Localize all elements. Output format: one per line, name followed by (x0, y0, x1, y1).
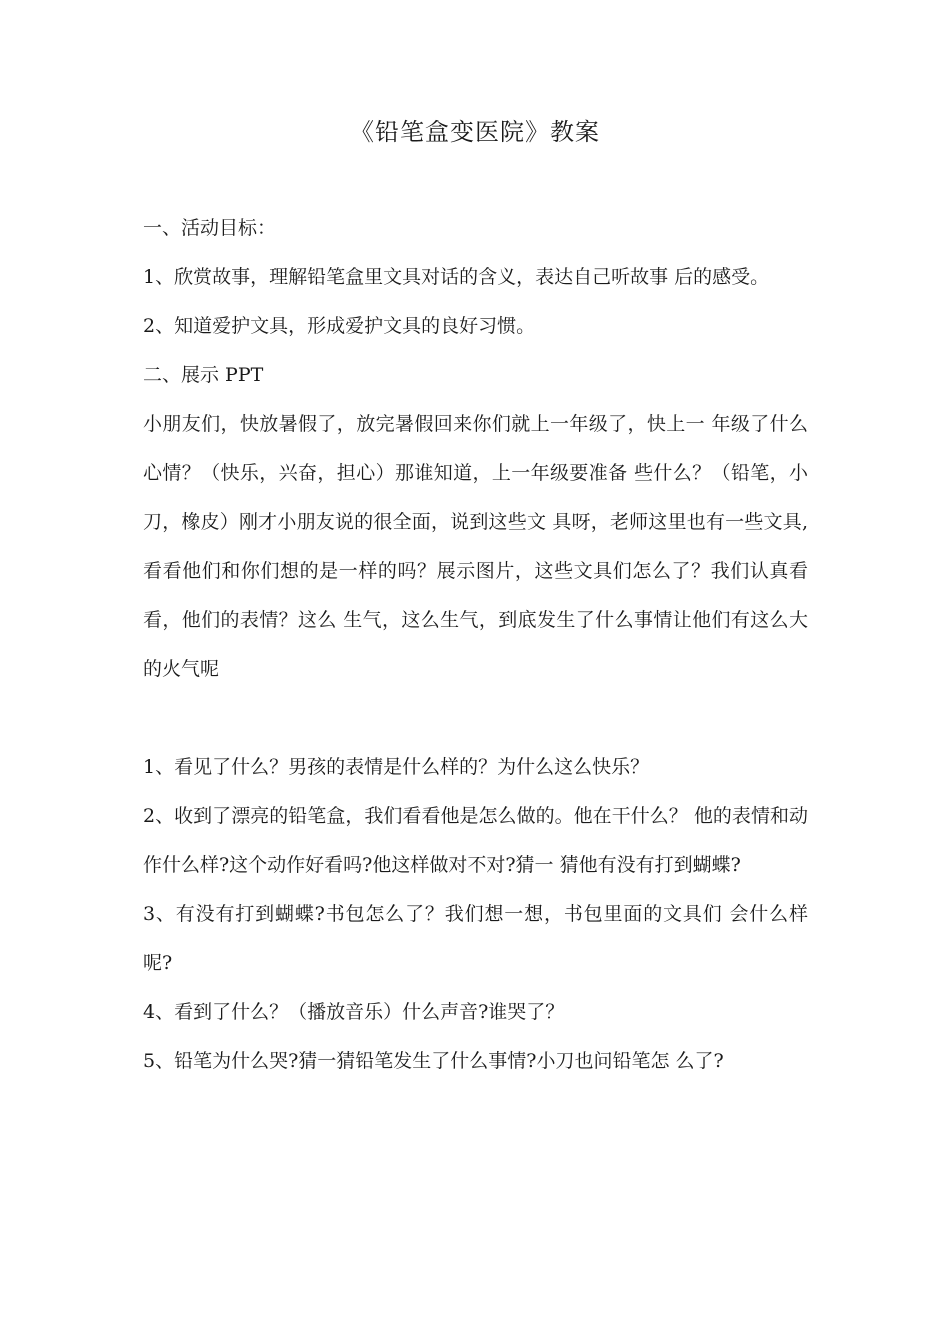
question-item-1: 1、看见了什么？男孩的表情是什么样的？为什么这么快乐？ (143, 756, 650, 778)
goal-item-2: 2、知道爱护文具，形成爱护文具的良好习惯。 (143, 315, 536, 337)
section-heading-goals: 一、活动目标： (143, 217, 277, 239)
question-item-4: 4、看到了什么？（播放音乐）什么声音?谁哭了？ (143, 1001, 565, 1023)
document-title: 《铅笔盒变医院》教案 (350, 118, 600, 146)
goal-item-1: 1、欣赏故事，理解铅笔盒里文具对话的含义，表达自己听故事 后的感受。 (143, 266, 770, 288)
question-item-3: 3、有没有打到蝴蝶?书包怎么了？我们想一想，书包里面的文具们 会什么样呢? (143, 903, 808, 974)
document-body (143, 204, 808, 1086)
section-heading-ppt: 二、展示 PPT (143, 364, 264, 386)
intro-paragraph: 小朋友们，快放暑假了，放完暑假回来你们就上一年级了，快上一 年级了什么心情？（快乐，兴奋，担心）那谁知道，上一年级要准备 些什么？（铅笔，小刀，橡皮）刚才小朋友说的很全面，说到这些文 具呀，老师这里也有一些文具, 看看他们和你们想的是一样的吗？展示图片，这些文具们怎么了？我们认真看看，他们的表情？这么 生气，这么生气，到底发生了什么事情让他们有这么大的火气呢 (143, 413, 808, 680)
question-item-2: 2、收到了漂亮的铅笔盒，我们看看他是怎么做的。他在干什么？ 他的表情和动作什么样?这个动作好看吗?他这样做对不对?猜一 猜他有没有打到蝴蝶? (143, 805, 808, 876)
paragraph-spacer (143, 694, 808, 743)
question-item-5: 5、铅笔为什么哭?猜一猜铅笔发生了什么事情?小刀也问铅笔怎 么了? (143, 1050, 724, 1072)
